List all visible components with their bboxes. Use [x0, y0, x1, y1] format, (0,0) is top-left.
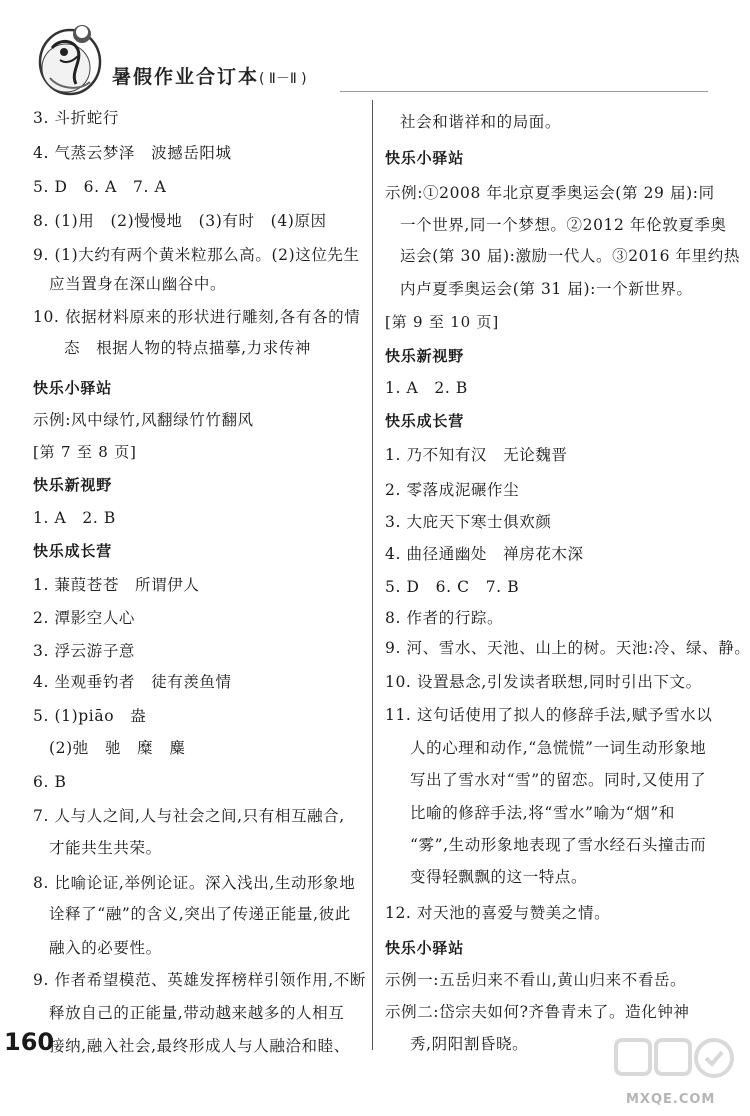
answer-line: 6. B	[33, 773, 67, 791]
answer-line: 4. 坐观垂钓者 徒有羡鱼情	[33, 673, 232, 691]
answer-line: 变得轻飘飘的这一特点。	[410, 868, 588, 886]
section-heading: 快乐新视野	[33, 476, 113, 494]
header-rule	[340, 91, 708, 92]
answer-line: 示例:①2008 年北京夏季奥运会(第 29 届):同	[385, 184, 715, 202]
answer-line: 3. 浮云游子意	[33, 642, 136, 660]
answer-line: 10. 设置悬念,引发读者联想,同时引出下文。	[385, 673, 702, 691]
answer-line: 才能共生共荣。	[49, 839, 162, 857]
answer-line: 8. 比喻论证,举例论证。深入浅出,生动形象地	[33, 874, 356, 892]
column-divider	[372, 100, 373, 1050]
answer-line: 5. D 6. C 7. B	[385, 578, 520, 596]
answer-line: 秀,阴阳割昏晓。	[410, 1035, 529, 1053]
section-heading: 快乐小驿站	[385, 939, 465, 957]
dancer-logo-icon	[30, 18, 108, 100]
answer-line: 10. 依据材料原来的形状进行雕刻,各有各的情	[33, 308, 361, 326]
book-title-text: 暑假作业合订本	[112, 66, 260, 88]
answer-line: 接纳,融入社会,最终形成人与人融洽和睦、	[49, 1037, 350, 1055]
answer-line: 比喻的修辞手法,将“雪水”喻为“烟”和	[410, 804, 676, 822]
watermark-text: MXQE.COM	[626, 1092, 716, 1107]
book-title	[112, 62, 307, 89]
section-heading: 快乐成长营	[33, 542, 113, 560]
answer-line: 人的心理和动作,“急慌慌”一词生动形象地	[410, 739, 707, 757]
answer-line: 示例:风中绿竹,风翻绿竹竹翻风	[33, 411, 254, 429]
answer-line: 示例一:五岳归来不看山,黄山归来不看岳。	[385, 971, 687, 989]
page-range-label: [第 9 至 10 页]	[385, 313, 500, 331]
answer-line: 2. 潭影空人心	[33, 609, 136, 627]
answer-line: 9. (1)大约有两个黄米粒那么高。(2)这位先生	[33, 246, 360, 264]
answer-line: 1. A 2. B	[33, 509, 116, 527]
answer-line: 融入的必要性。	[49, 939, 162, 957]
section-heading: 快乐成长营	[385, 412, 465, 430]
answer-line: 5. D 6. A 7. A	[33, 178, 167, 196]
answer-line: 1. 乃不知有汉 无论魏晋	[385, 446, 568, 464]
answer-line: 12. 对天池的喜爱与赞美之情。	[385, 904, 611, 922]
answer-line: 11. 这句话使用了拟人的修辞手法,赋予雪水以	[385, 706, 713, 724]
section-heading: 快乐新视野	[385, 347, 465, 365]
answer-line: 2. 零落成泥碾作尘	[385, 481, 520, 499]
answer-line: 1. 蒹葭苍苍 所谓伊人	[33, 576, 200, 594]
answer-line: 3. 斗折蛇行	[33, 109, 119, 127]
section-heading: 快乐小驿站	[33, 379, 113, 397]
answer-line: 应当置身在深山幽谷中。	[49, 275, 227, 293]
answer-line: 写出了雪水对“雪”的留恋。同时,又使用了	[410, 771, 707, 789]
answer-line: “雾”,生动形象地表现了雪水经石头撞击而	[410, 836, 707, 854]
answer-line: 8. 作者的行踪。	[385, 609, 504, 627]
page-header	[0, 0, 750, 100]
section-heading: 快乐小驿站	[385, 149, 465, 167]
answer-line: 1. A 2. B	[385, 379, 468, 397]
book-volume: ( Ⅱ－Ⅱ )	[259, 71, 307, 87]
page-range-label: [第 7 至 8 页]	[33, 443, 137, 461]
answer-line: 运会(第 30 届):激励一代人。③2016 年里约热	[400, 247, 740, 265]
answer-line: 4. 曲径通幽处 禅房花木深	[385, 545, 584, 563]
answer-line: 态 根据人物的特点描摹,力求传神	[64, 339, 312, 357]
answer-line: 4. 气蒸云梦泽 波撼岳阳城	[33, 144, 232, 162]
answer-line: 社会和谐祥和的局面。	[400, 113, 562, 131]
answer-line: 9. 作者希望模范、英雄发挥榜样引领作用,不断	[33, 971, 366, 989]
answer-line: 一个世界,同一个梦想。②2012 年伦敦夏季奥	[400, 216, 727, 234]
answer-line: 3. 大庇天下寒士俱欢颜	[385, 513, 552, 531]
answer-line: 7. 人与人之间,人与社会之间,只有相互融合,	[33, 807, 345, 825]
answer-line: 示例二:岱宗夫如何?齐鲁青未了。造化钟神	[385, 1003, 690, 1021]
answer-line: 内卢夏季奥运会(第 31 届):一个新世界。	[400, 280, 693, 298]
answer-line: 8. (1)用 (2)慢慢地 (3)有时 (4)原因	[33, 212, 327, 230]
answer-line: (2)弛 驰 糜 麋	[49, 739, 186, 757]
answer-line: 释放自己的正能量,带动越来越多的人相互	[49, 1004, 345, 1022]
answer-line: 诠释了“融”的含义,突出了传递正能量,彼此	[49, 905, 351, 923]
answer-line: 9. 河、雪水、天池、山上的树。天池:冷、绿、静。	[385, 639, 750, 657]
page-number: 160	[4, 1028, 55, 1056]
answer-line: 5. (1)piāo 盎	[33, 707, 147, 725]
